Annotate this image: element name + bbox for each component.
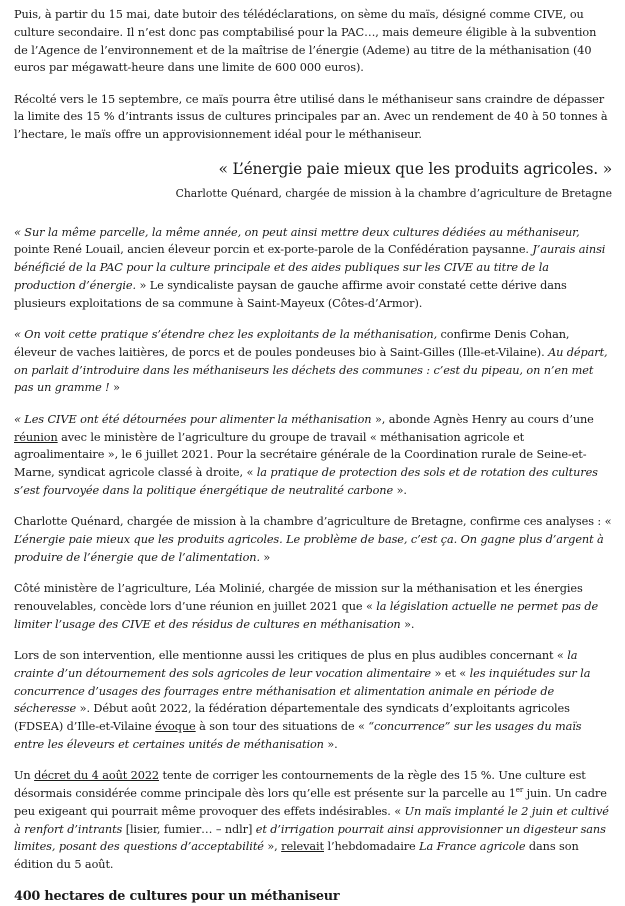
paragraph-harvest: Récolté vers le 15 septembre, ce maïs pourra être utilisé dans le méthaniseur sans craindre de dépasser la limite des 15 % d’intrants issus de cultures principales par an. Avec un rendement de 40 à 50 tonnes à l’hectare, le maïs offre un approvisionnement idéal pour le méthaniseur. [14,92,608,142]
paragraph-fdsea: Lors de son intervention, elle mentionne aussi les critiques de plus en plus audibles concernant « la crainte d’un détournement des sols agricoles de leur vocation alimentaire » et « les inquiétudes sur la concurrence d’usages des fourrages entre méthanisation et alimentation animale en période de sécheresse ». Début août 2022, la fédération départementale des syndicats d’exploitants agricoles (FDSEA) d’Ille-et-Vilaine évoque à son tour des situations de « “concurrence” sur les usages du maïs entre les éleveurs et certaines unités de méthanisation ». [14,649,591,751]
pull-quote-attribution: Charlotte Quénard, chargée de mission à la chambre d’agriculture de Bretagne [175,186,612,200]
paragraph-molinie: Côté ministère de l’agriculture, Léa Molinié, chargée de mission sur la méthanisation et les énergies renouvelables, concède lors d’une réunion en juillet 2021 que « la législation actuelle ne permet pas de limiter l’usage des CIVE et des résidus de cultures en méthanisation ». [14,582,599,631]
link-relevait[interactable]: relevait [281,840,324,854]
link-decret[interactable]: décret du 4 août 2022 [34,769,160,783]
paragraph-decret: Un décret du 4 août 2022 tente de corriger les contournements de la règle des 15 %. Une culture est désormais considérée comme principale dès lors qu’elle est présente sur la parcelle au 1er juin. Un cadre peu exigeant qui pourrait même provoquer des effets indésirables. « Un maïs implanté le 2 juin et cultivé à renfort d’intrants [lisier, fumier… – ndlr] et d’irrigation pourrait ainsi approvisionner un digesteur sans limites, posant des questions d’acceptabilité », relevait l’hebdomadaire La France agricole dans son édition du 5 août. [14,769,609,872]
pull-quote-text: « L’énergie paie mieux que les produits agricoles. » [218,159,612,178]
paragraph-cive-maize: Puis, à partir du 15 mai, date butoir des télédéclarations, on sème du maïs, désigné comme CIVE, ou culture secondaire. Il n’est donc pas comptabilisé pour la PAC…, mais demeure éligible à la subvention de l’Agence de l’environnement et de la maîtrise de l’énergie (Ademe) au titre de la méthanisation (40 euros par mégawatt-heure dans une limite de 600 000 euros). [14,8,597,75]
link-reunion[interactable]: réunion [14,430,58,444]
paragraph-louail: « Sur la même parcelle, la même année, on peut ainsi mettre deux cultures dédiées au méthaniseur, pointe René Louail, ancien éleveur porcin et ex-porte-parole de la Confédération paysanne. J’aurais ainsi bénéficié de la PAC pour la culture principale et des aides publiques sur les CIVE au titre de la production d’énergie. » Le syndicaliste paysan de gauche affirme avoir constaté cette dérive dans plusieurs exploitations de sa commune à Saint-Mayeux (Côtes-d’Armor). [14,225,606,310]
pull-quote [14,158,612,202]
article-body [14,6,612,906]
link-evoque[interactable]: évoque [155,720,196,734]
section-heading: 400 hectares de cultures pour un méthaniseur [14,889,340,905]
paragraph-quenard: Charlotte Quénard, chargée de mission à la chambre d’agriculture de Bretagne, confirme ces analyses : « L’énergie paie mieux que les produits agricoles. Le problème de base, c’est ça. On gagne plus d’argent à produire de l’énergie que de l’alimentation. » [14,515,612,564]
paragraph-henry: « Les CIVE ont été détournées pour alimenter la méthanisation », abonde Agnès Henry au cours d’une réunion avec le ministère de l’agriculture du groupe de travail « méthanisation agricole et agroalimentaire », le 6 juillet 2021. Pour la secrétaire générale de la Coordination rurale de Seine-et-Marne, syndicat agricole classé à droite, « la pratique de protection des sols et de rotation des cultures s’est fourvoyée dans la politique énergétique de neutralité carbone ». [14,412,598,497]
paragraph-cohan: « On voit cette pratique s’étendre chez les exploitants de la méthanisation, confirme Denis Cohan, éleveur de vaches laitières, de porcs et de poules pondeuses bio à Saint-Gilles (Ille-et-Vilaine). Au départ, on parlait d’introduire dans les méthaniseurs les déchets des communes : c’est du pipeau, on n’en met pas un gramme ! » [14,328,608,395]
